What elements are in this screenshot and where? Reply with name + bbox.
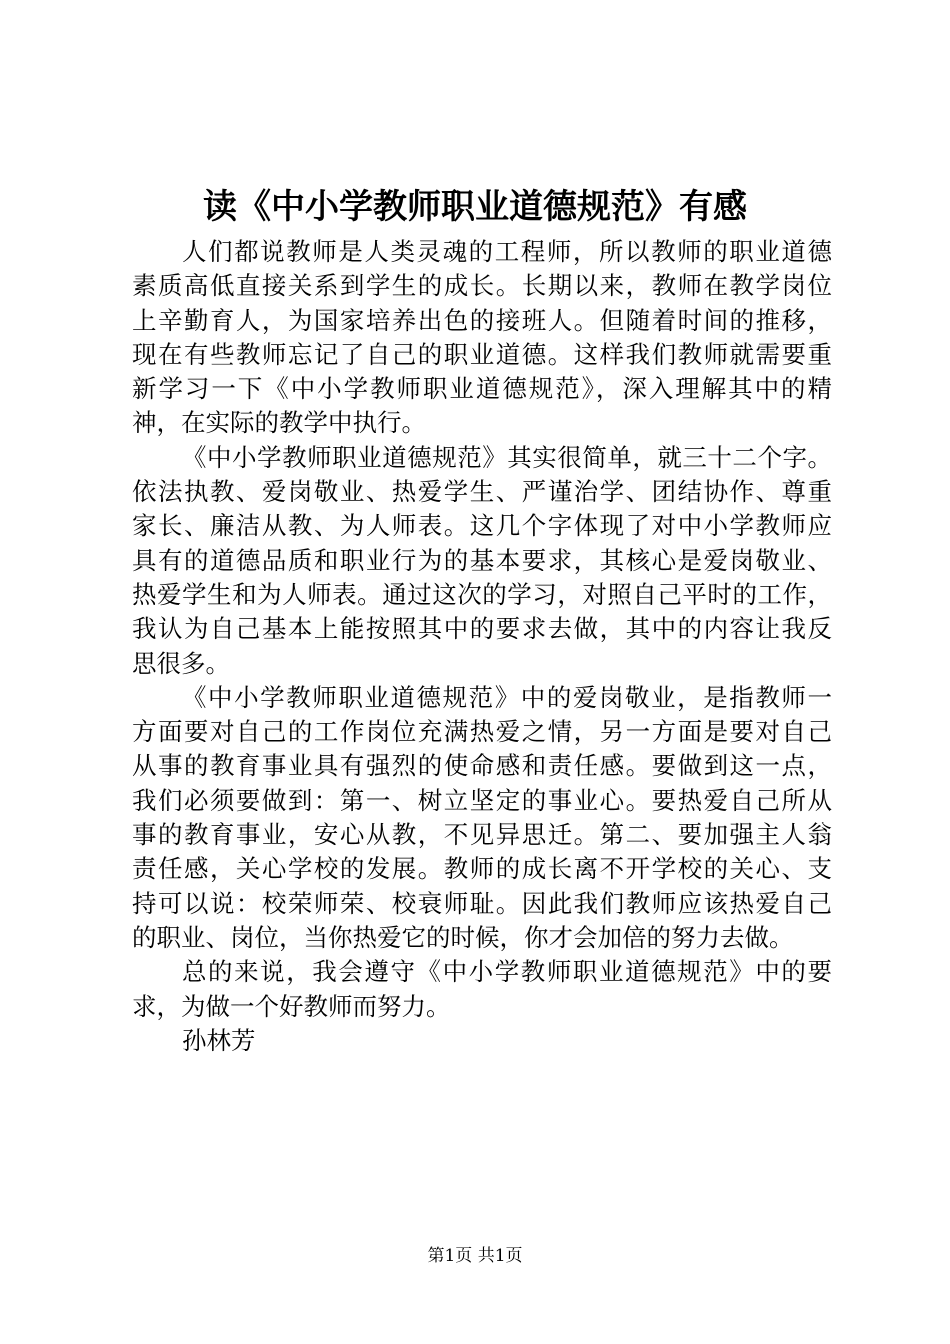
- text-line: 新学习一下《中小学教师职业道德规范》，深入理解其中的精: [132, 374, 832, 404]
- text-line: 现在有些教师忘记了自己的职业道德。这样我们教师就需要重: [132, 339, 832, 369]
- text-line: 求，为做一个好教师而努力。: [132, 991, 451, 1021]
- text-line: 思很多。: [132, 648, 230, 678]
- text-line: 上辛勤育人，为国家培养出色的接班人。但随着时间的推移，: [132, 305, 832, 335]
- author-name: 孙林芳: [182, 1025, 256, 1055]
- document-body: [132, 235, 832, 1058]
- text-line: 家长、廉洁从教、为人师表。这几个字体现了对中小学教师应: [132, 511, 832, 541]
- text-line: 事的教育事业，安心从教，不见异思迁。第二、要加强主人翁: [132, 820, 832, 850]
- text-line: 责任感，关心学校的发展。教师的成长离不开学校的关心、支: [132, 854, 832, 884]
- text-line: 从事的教育事业具有强烈的使命感和责任感。要做到这一点，: [132, 751, 832, 781]
- text-line: 持可以说：校荣师荣、校衰师耻。因此我们教师应该热爱自己: [132, 888, 832, 918]
- page-number-footer: 第1页 共1页: [427, 1246, 523, 1266]
- text-line: 我们必须要做到：第一、树立坚定的事业心。要热爱自己所从: [132, 785, 832, 815]
- text-line: 具有的道德品质和职业行为的基本要求，其核心是爱岗敬业、: [132, 545, 832, 575]
- text-line: 总的来说，我会遵守《中小学教师职业道德规范》中的要: [182, 957, 832, 987]
- document-title: 读《中小学教师职业道德规范》有感: [203, 187, 747, 227]
- text-line: 方面要对自己的工作岗位充满热爱之情，另一方面是要对自己: [132, 717, 832, 747]
- text-line: 《中小学教师职业道德规范》中的爱岗敬业，是指教师一: [182, 682, 832, 712]
- text-line: 人们都说教师是人类灵魂的工程师，所以教师的职业道德: [182, 237, 832, 266]
- text-line: 热爱学生和为人师表。通过这次的学习，对照自己平时的工作，: [132, 579, 832, 609]
- text-line: 素质高低直接关系到学生的成长。长期以来，教师在教学岗位: [132, 271, 832, 301]
- text-line: 神，在实际的教学中执行。: [132, 408, 426, 438]
- text-line: 依法执教、爱岗敬业、热爱学生、严谨治学、团结协作、尊重: [132, 477, 832, 507]
- text-line: 的职业、岗位，当你热爱它的时候，你才会加倍的努力去做。: [132, 922, 794, 952]
- text-line: 《中小学教师职业道德规范》其实很简单，就三十二个字。: [182, 442, 832, 472]
- text-line: 我认为自己基本上能按照其中的要求去做，其中的内容让我反: [132, 614, 832, 644]
